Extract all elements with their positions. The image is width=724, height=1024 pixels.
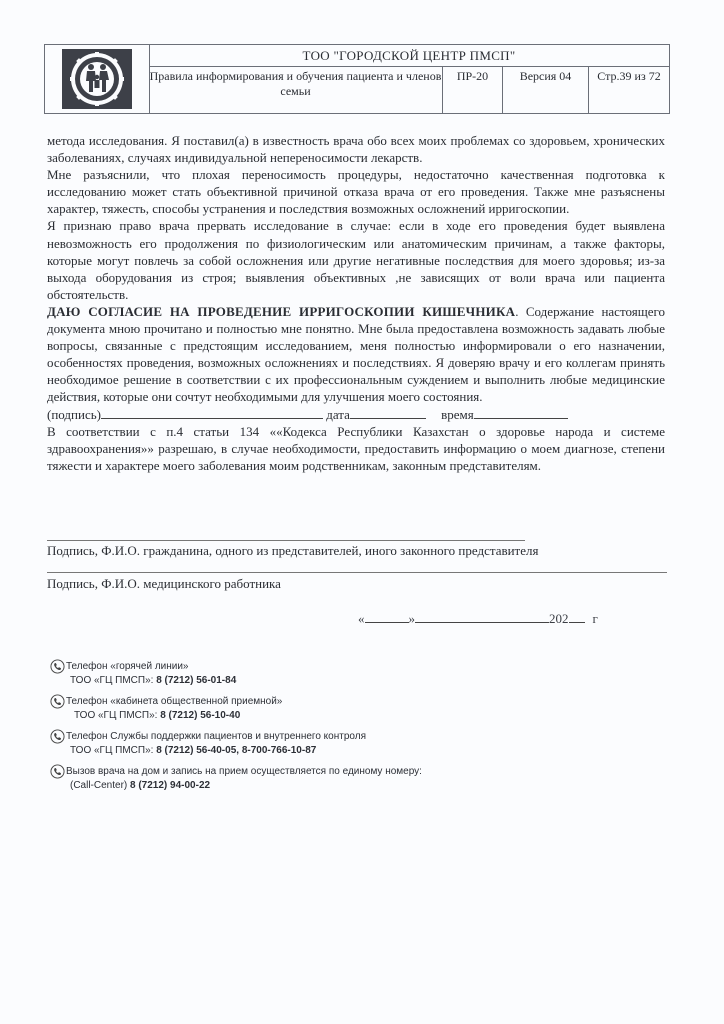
contact-number-row: [50, 779, 490, 793]
signature-row: [47, 406, 665, 423]
day-field[interactable]: [365, 610, 409, 623]
phone-icon: [50, 764, 65, 779]
year-prefix: 202: [549, 611, 569, 626]
phone-icon: [50, 729, 65, 744]
contact-label: Телефон «кабинета общественной приемной»: [66, 696, 283, 707]
page-number: Стр.39 из 72: [597, 69, 661, 83]
contact-org: ТОО «ГЦ ПМСП»:: [70, 675, 157, 686]
contact-label: Вызов врача на дом и запись на прием осуществляется по единому номеру:: [66, 766, 422, 777]
document-title: Правила информирования и обучения пациента и членов семьи: [149, 66, 443, 113]
contacts-list: [50, 660, 490, 800]
paragraph-interrupt-right: Я признаю право врача прервать исследование в случае: если в ходе его проведения будет выявлена невозможность его продолжения по физиологическим или анатомическим причинам, а также факторы, которые могут повлечь за собой осложнения или другие негативные последствия для моего здоровья; из-за выхода оборудования из строя; выявления объективных ,не зависящих от воли врача или пациента обстоятельств.: [47, 218, 665, 302]
phone-icon: [50, 694, 65, 709]
signature-field[interactable]: [101, 406, 323, 419]
consent-heading: ДАЮ СОГЛАСИЕ НА ПРОВЕДЕНИЕ ИРРИГОСКОПИИ КИШЕЧНИКА: [47, 303, 516, 319]
signature-label: (подпись): [47, 406, 101, 422]
paragraph-tolerance: Мне разъяснили, что плохая переносимость процедуры, недостаточно качественная подготовка к исследованию может стать объективной причиной отказа врача от его проведения. Также мне разъяснены характер, тяжесть, способы устранения и последствия возможных осложнений ирригоскопии.: [47, 167, 665, 217]
date-close-quote: »: [408, 611, 415, 626]
contact-number-row: [50, 709, 490, 723]
logo-cell: [45, 45, 150, 113]
year-field[interactable]: [569, 610, 585, 623]
time-label: время: [441, 406, 474, 422]
year-suffix: г: [592, 611, 598, 626]
consent-text: . Содержание настоящего документа мною прочитано и полностью мне понятно. Мне была предоставлена возможность задавать любые вопросы, связанные с предстоящим исследованием, меня полностью информировали о его назначении, особенностях проведения, возможных осложнениях и последствиях. Я доверяю врачу и его коллегам принять необходимое решение в соответствии с их профессиональным суждением и выполнить любые медицинские действия, которые они сочтут необходимыми для улучшения моего состояния.: [47, 303, 665, 405]
consent-body: [47, 132, 665, 474]
family-in-gear-logo-icon: [60, 47, 134, 111]
contact-org: (Call-Center): [70, 780, 131, 791]
citizen-signature-caption: Подпись, Ф.И.О. гражданина, одного из представителей, иного законного представителя: [47, 543, 539, 558]
medic-signature-caption: Подпись, Ф.И.О. медицинского работника: [47, 576, 281, 591]
contact-patient-support: [50, 730, 490, 758]
document-code: ПР-20: [443, 66, 503, 113]
organization-name: ТОО "ГОРОДСКОЙ ЦЕНТР ПМСП": [149, 45, 669, 67]
month-field[interactable]: [415, 610, 549, 623]
contact-label: Телефон «горячей линии»: [66, 661, 189, 672]
contact-number[interactable]: 8 (7212) 94-00-22: [130, 780, 211, 791]
document-header: [44, 44, 670, 114]
medic-signature-line[interactable]: [47, 572, 667, 573]
citizen-signature-line[interactable]: [47, 540, 525, 541]
paragraph-consent: [47, 303, 665, 406]
contact-call-center: [50, 765, 490, 793]
phone-icon: [50, 659, 65, 674]
document-version: Версия 04: [503, 66, 589, 113]
contact-org: ТОО «ГЦ ПМСП»:: [70, 745, 157, 756]
contact-number-row: [50, 744, 490, 758]
paragraph-method: метода исследования. Я поставил(а) в известность врача обо всех моих проблемах со здоровьем, хронических заболеваниях, случаях индивидуальной непереносимости лекарств.: [47, 133, 665, 166]
paragraph-disclosure: В соответствии с п.4 статьи 134 ««Кодекса Республики Казахстан о здоровье народа и системе здравоохранения»» разрешаю, в случае необходимости, предоставить информацию о моем диагнозе, степени тяжести и характере моего заболевания моим родственникам, законным представителям.: [47, 423, 665, 473]
contact-public-reception: [50, 695, 490, 723]
contact-number[interactable]: 8 (7212) 56-40-05, 8-700-766-10-87: [156, 745, 317, 756]
contact-hotline: [50, 660, 490, 688]
date-field[interactable]: [350, 406, 426, 419]
time-field[interactable]: [474, 406, 568, 419]
contact-number[interactable]: 8 (7212) 56-01-84: [156, 675, 237, 686]
contact-label: Телефон Службы поддержки пациентов и внутреннего контроля: [66, 731, 366, 742]
contact-number[interactable]: 8 (7212) 56-10-40: [160, 710, 241, 721]
date-open-quote: «: [358, 611, 365, 626]
document-date-line: [358, 610, 598, 627]
contact-number-row: [50, 674, 490, 688]
date-label: дата: [326, 406, 350, 422]
contact-org: ТОО «ГЦ ПМСП»:: [74, 710, 161, 721]
